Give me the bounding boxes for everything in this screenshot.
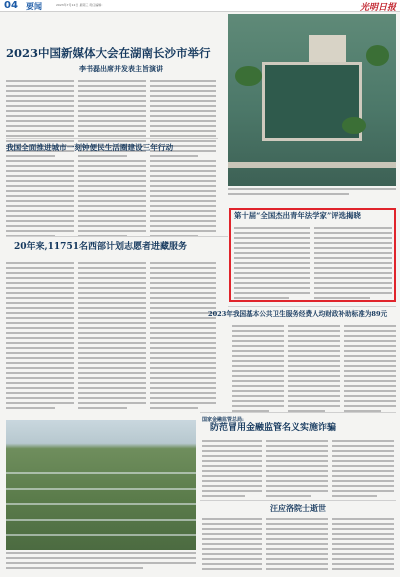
- page-header: [0, 0, 400, 12]
- headline-public-health[interactable]: 2023年我国基本公共卫生服务经费人均财政补助标准为89元: [208, 310, 388, 318]
- body-text-col-3: [150, 160, 216, 240]
- photo-caption-placeholder: [228, 188, 396, 198]
- header-meta: 2023年7月12日 星期三 责任编辑：: [56, 3, 105, 7]
- subheadline-media-conference: 李书磊出席并发表主旨演讲: [79, 64, 163, 73]
- headline-finance-regulator[interactable]: 防范冒用金融监管名义实施诈骗: [210, 423, 337, 433]
- masthead-logo: 光明日报: [359, 3, 396, 13]
- kicker-finance-regulator: 国家金融监管总局:: [202, 417, 244, 423]
- body-text-col-1: [232, 325, 284, 415]
- divider: [200, 500, 396, 501]
- divider: [6, 138, 218, 139]
- photo-water-garden: [228, 14, 396, 186]
- body-text-col-1: [234, 227, 310, 302]
- body-text-col-2: [314, 227, 392, 302]
- body-text-col-2: [266, 518, 328, 573]
- page-number: 04: [4, 0, 18, 11]
- divider: [200, 412, 396, 413]
- body-text-col-1: [6, 262, 74, 412]
- body-text-col-1: [6, 160, 74, 240]
- body-text-col-2: [288, 325, 340, 415]
- body-text-col-3: [332, 518, 394, 573]
- headline-tibet-volunteers[interactable]: 20年来,11751名西部计划志愿者进藏服务: [14, 242, 187, 252]
- body-text-col-1: [202, 518, 262, 573]
- divider: [6, 236, 228, 237]
- body-text-col-1: [202, 440, 262, 500]
- divider: [228, 306, 396, 307]
- body-text-col-3: [332, 440, 394, 500]
- body-text-col-3: [150, 262, 216, 412]
- body-text-col-2: [266, 440, 328, 500]
- headline-obituary[interactable]: 汪应洛院士逝世: [270, 503, 326, 513]
- headline-jurist-selection[interactable]: 第十届“全国杰出青年法学家”评选揭晓: [234, 211, 361, 220]
- section-name: 要闻: [26, 1, 42, 11]
- headline-media-conference[interactable]: 2023中国新媒体大会在湖南长沙市举行: [6, 46, 211, 60]
- body-text-col-2: [78, 262, 146, 412]
- photo-caption-placeholder: [6, 552, 196, 572]
- photo-farmland: [6, 420, 196, 550]
- body-text-col-3: [344, 325, 396, 415]
- headline-city-convenience[interactable]: 我国全面推进城市一刻钟便民生活圈建设三年行动: [6, 143, 174, 152]
- body-text-col-2: [78, 160, 146, 240]
